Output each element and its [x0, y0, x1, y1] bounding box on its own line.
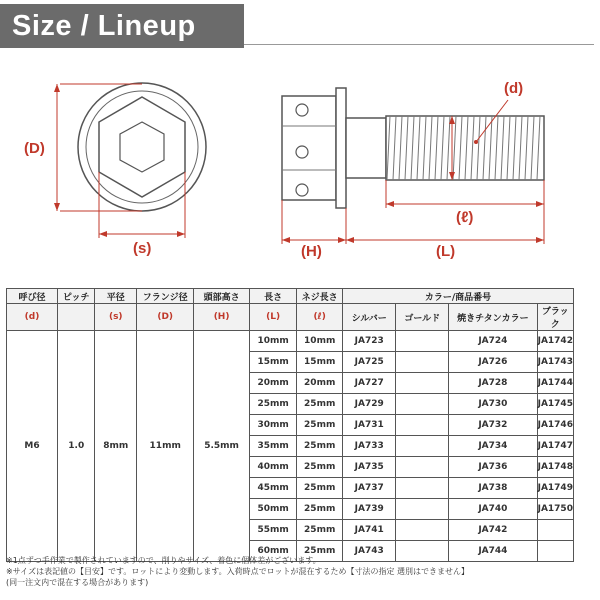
- cell-length: 20mm: [249, 373, 297, 394]
- header-pitch: ピッチ: [58, 289, 95, 304]
- cell-pitch: 1.0: [58, 331, 95, 562]
- cell-thread: 25mm: [297, 415, 343, 436]
- cell-flat: 8mm: [95, 331, 137, 562]
- label-ell: (ℓ): [456, 209, 474, 226]
- cell-gold: [396, 394, 449, 415]
- cell-black: JA1750: [537, 499, 573, 520]
- cell-thread: 25mm: [297, 520, 343, 541]
- cell-silver: JA727: [343, 373, 396, 394]
- cell-titan: JA730: [449, 394, 537, 415]
- cell-gold: [396, 352, 449, 373]
- cell-gold: [396, 478, 449, 499]
- cell-gold: [396, 436, 449, 457]
- symbol-D: (D): [137, 304, 194, 331]
- cell-gold: [396, 520, 449, 541]
- label-s: (s): [133, 240, 152, 257]
- cell-silver: JA731: [343, 415, 396, 436]
- header-size: 呼び径: [7, 289, 58, 304]
- cell-length: 55mm: [249, 520, 297, 541]
- label-d: (d): [504, 80, 524, 97]
- header-gold: ゴールド: [396, 304, 449, 331]
- cell-thread: 25mm: [297, 541, 343, 562]
- cell-black: JA1749: [537, 478, 573, 499]
- note-line: (同一注文内で混在する場合があります): [6, 578, 149, 587]
- cell-length: 30mm: [249, 415, 297, 436]
- cell-titan: JA742: [449, 520, 537, 541]
- cell-length: 40mm: [249, 457, 297, 478]
- cell-titan: JA732: [449, 415, 537, 436]
- cell-black: JA1746: [537, 415, 573, 436]
- cell-thread: 25mm: [297, 478, 343, 499]
- bolt-front-view: [78, 83, 206, 211]
- cell-black: JA1747: [537, 436, 573, 457]
- cell-black: JA1745: [537, 394, 573, 415]
- cell-titan: JA744: [449, 541, 537, 562]
- cell-silver: JA741: [343, 520, 396, 541]
- cell-size: M6: [7, 331, 58, 562]
- label-L: (L): [436, 243, 456, 260]
- symbol-s: (s): [95, 304, 137, 331]
- cell-flange: 11mm: [137, 331, 194, 562]
- cell-length: 35mm: [249, 436, 297, 457]
- cell-gold: [396, 457, 449, 478]
- cell-length: 15mm: [249, 352, 297, 373]
- cell-thread: 25mm: [297, 436, 343, 457]
- cell-length: 10mm: [249, 331, 297, 352]
- cell-length: 45mm: [249, 478, 297, 499]
- spec-table: [6, 288, 574, 562]
- cell-gold: [396, 331, 449, 352]
- cell-silver: JA729: [343, 394, 396, 415]
- header-length: 長さ: [249, 289, 297, 304]
- symbol-ell: (ℓ): [297, 304, 343, 331]
- header-head: 頭部高さ: [194, 289, 249, 304]
- symbol-H: (H): [194, 304, 249, 331]
- header-color: カラー/商品番号: [343, 289, 574, 304]
- cell-silver: JA725: [343, 352, 396, 373]
- cell-titan: JA728: [449, 373, 537, 394]
- table-row: [7, 331, 574, 352]
- cell-titan: JA740: [449, 499, 537, 520]
- cell-silver: JA737: [343, 478, 396, 499]
- cell-length: 50mm: [249, 499, 297, 520]
- header-flat: 平径: [95, 289, 137, 304]
- cell-black: JA1743: [537, 352, 573, 373]
- cell-silver: JA739: [343, 499, 396, 520]
- header-silver: シルバー: [343, 304, 396, 331]
- cell-black: JA1748: [537, 457, 573, 478]
- header-flange: フランジ径: [137, 289, 194, 304]
- cell-silver: JA723: [343, 331, 396, 352]
- cell-silver: JA735: [343, 457, 396, 478]
- header-thread: ネジ長さ: [297, 289, 343, 304]
- cell-gold: [396, 415, 449, 436]
- header-black: ブラック: [537, 304, 573, 331]
- cell-thread: 15mm: [297, 352, 343, 373]
- page-title: Size / Lineup: [12, 10, 196, 42]
- cell-titan: JA738: [449, 478, 537, 499]
- label-H: (H): [301, 243, 322, 260]
- bolt-diagram: [0, 60, 600, 260]
- title-underline: [244, 44, 594, 45]
- symbol-d: (d): [7, 304, 58, 331]
- notes: [6, 555, 469, 588]
- cell-head: 5.5mm: [194, 331, 249, 562]
- cell-black: [537, 520, 573, 541]
- cell-gold: [396, 373, 449, 394]
- cell-black: JA1744: [537, 373, 573, 394]
- cell-length: 60mm: [249, 541, 297, 562]
- note-line: ※サイズは表記値の【目安】です。ロットにより変動します。入荷時点でロットが混在するため【寸法の指定 選別はできません】: [6, 567, 470, 576]
- bolt-side-view: [282, 88, 544, 208]
- symbol-L: (L): [249, 304, 297, 331]
- cell-black: JA1742: [537, 331, 573, 352]
- symbol-pitch: [58, 304, 95, 331]
- cell-length: 25mm: [249, 394, 297, 415]
- cell-titan: JA736: [449, 457, 537, 478]
- cell-titan: JA724: [449, 331, 537, 352]
- title-banner: [0, 4, 244, 48]
- cell-titan: JA726: [449, 352, 537, 373]
- cell-thread: 25mm: [297, 499, 343, 520]
- label-D: (D): [24, 140, 45, 157]
- cell-thread: 25mm: [297, 457, 343, 478]
- note-line: ※1点ずつ手作業で製作されていますので、削りやサイズ、着色に個体差がございます。: [6, 556, 321, 565]
- cell-thread: 10mm: [297, 331, 343, 352]
- cell-titan: JA734: [449, 436, 537, 457]
- cell-thread: 25mm: [297, 394, 343, 415]
- cell-gold: [396, 499, 449, 520]
- cell-silver: JA733: [343, 436, 396, 457]
- cell-black: [537, 541, 573, 562]
- cell-thread: 20mm: [297, 373, 343, 394]
- cell-silver: JA743: [343, 541, 396, 562]
- header-titan: 焼きチタンカラー: [449, 304, 537, 331]
